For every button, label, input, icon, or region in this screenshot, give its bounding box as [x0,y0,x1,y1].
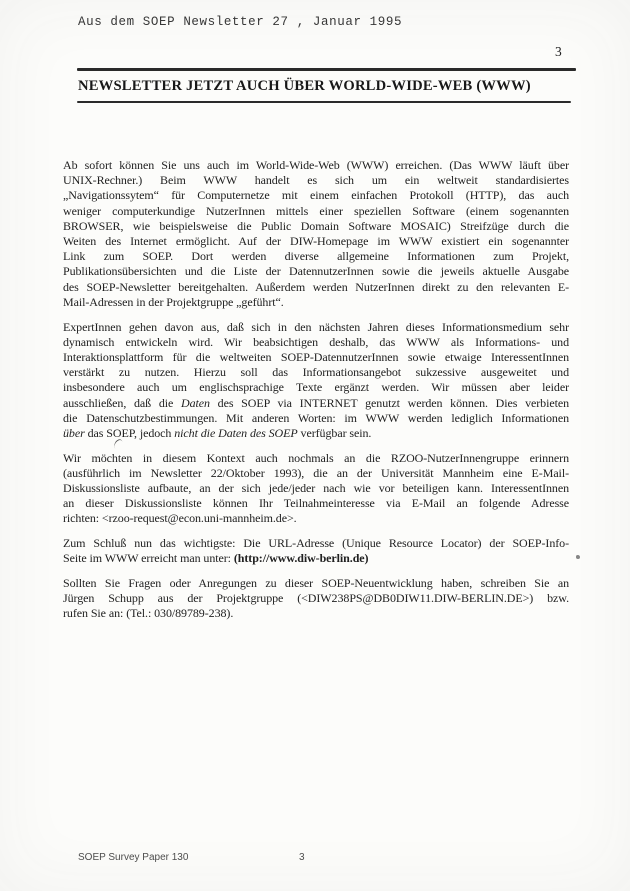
text-line: (ausführlich im Newsletter 22/Oktober 1993), die an der Universität Mannheim eine E-Mail- [63,465,569,480]
paragraph [63,158,569,310]
text-line: UNIX-Rechner.) Beim WWW handelt es sich um ein weltweit standardisiertes [63,173,569,188]
text-line: richten: <rzoo-request@econ.uni-mannheim.de>. [63,511,297,526]
text-line: Diskussionsliste aufbaute, an der sich jede/jeder nach wie vor beteiligen kann. InteressentInnen [63,481,569,496]
paragraph [63,536,569,566]
text-line: Seite im WWW erreicht man unter: (http://www.diw-berlin.de) [63,551,369,566]
text-line: Wir möchten in diesem Kontext auch nochmals an die RZOO-NutzerInnengruppe erinnern [63,450,569,465]
text-line: über das SOEP, jedoch nicht die Daten des SOEP verfügbar sein. [63,425,372,440]
text-line: Zum Schluß nun das wichtigste: Die URL-Adresse (Unique Resource Locator) der SOEP-Info- [63,536,569,551]
scan-artifact-speck [576,555,580,559]
footer-page-number: 3 [299,852,305,863]
paragraph [63,320,569,442]
text-line: des SOEP-Newsletter bereitgehalten. Außerdem werden NutzerInnen direkt zu den relevanten E- [63,279,569,294]
text-line: weniger computerkundige NutzerInnen mittels einer speziellen Software (einem sogenannten [63,203,569,218]
text-line: an dieser Diskussionsliste können Ihr Teilnahmeinteresse via E-Mail an folgende Adresse [63,496,569,511]
text-line: dynamisch entwickeln wird. Wir beabsichtigen deshalb, das WWW als Informations- und [63,334,569,349]
text-line: Ab sofort können Sie uns auch im World-Wide-Web (WWW) erreichen. (Das WWW läuft über [63,158,569,172]
text-line: Mail-Adressen in der Projektgruppe „geführt“. [63,294,284,309]
page-footer [0,852,630,868]
text-line: Publikationsübersichten und die Liste der DatennutzerInnen sowie die jeweils aktuelle Ausgabe [63,264,569,279]
text-line: rufen Sie an: (Tel.: 030/89789-238). [63,606,234,621]
heading-rule-top [77,68,576,71]
paragraph [63,576,569,622]
text-line: BROWSER, wie beispielsweise die Public Domain Software MOSAIC) Streifzüge durch die [63,218,569,233]
text-line: insbesondere auch um englischsprachige Texte ergänzt werden. Wir müssen aber leider [63,380,569,395]
text-line: verstärkt zu nutzen. Hierzu soll das Informationsangebot sukzessive ausgeweitet und [63,365,569,380]
heading-rule-bottom [77,101,571,103]
text-line: ausschließen, daß die Daten des SOEP via INTERNET genutzt werden können. Dies verbieten [63,395,570,410]
text-line: „Navigationssytem“ für Computernetze mit einem einfachen Protokoll (HTTP), das auch [63,188,569,203]
text-line: Link zum SOEP. Dort werden diverse allgemeine Informationen zum Projekt, [63,249,569,264]
text-line: die Datenschutzbestimmungen. Mit anderen Worten: im WWW werden lediglich Informationen [63,410,569,425]
source-caption: Aus dem SOEP Newsletter 27 , Januar 1995 [78,15,403,29]
article-body [63,158,569,631]
text-line: Sollten Sie Fragen oder Anregungen zu dieser SOEP-Neuentwicklung haben, schreiben Sie an [63,576,569,591]
footer-label: SOEP Survey Paper 130 [78,852,189,863]
article-title: NEWSLETTER JETZT AUCH ÜBER WORLD-WIDE-WEB (WWW) [78,77,531,94]
text-line: ExpertInnen gehen davon aus, daß sich in den nächsten Jahren dieses Informationsmedium sehr [63,319,569,334]
text-line: Interaktionsplattform für die weltweiten SOEP-DatennutzerInnen sowie etwaige InteressentInnen [63,349,569,364]
text-line: Weiten des Internet ermöglicht. Auf der DIW-Homepage im WWW existiert ein sogenannter [63,234,569,249]
page-number-top: 3 [555,44,562,59]
article-header [77,68,576,103]
paragraph [63,451,569,527]
text-line: Jürgen Schupp aus der Projektgruppe (<DIW238PS@DB0DIW11.DIW-BERLIN.DE>) bzw. [63,591,569,606]
